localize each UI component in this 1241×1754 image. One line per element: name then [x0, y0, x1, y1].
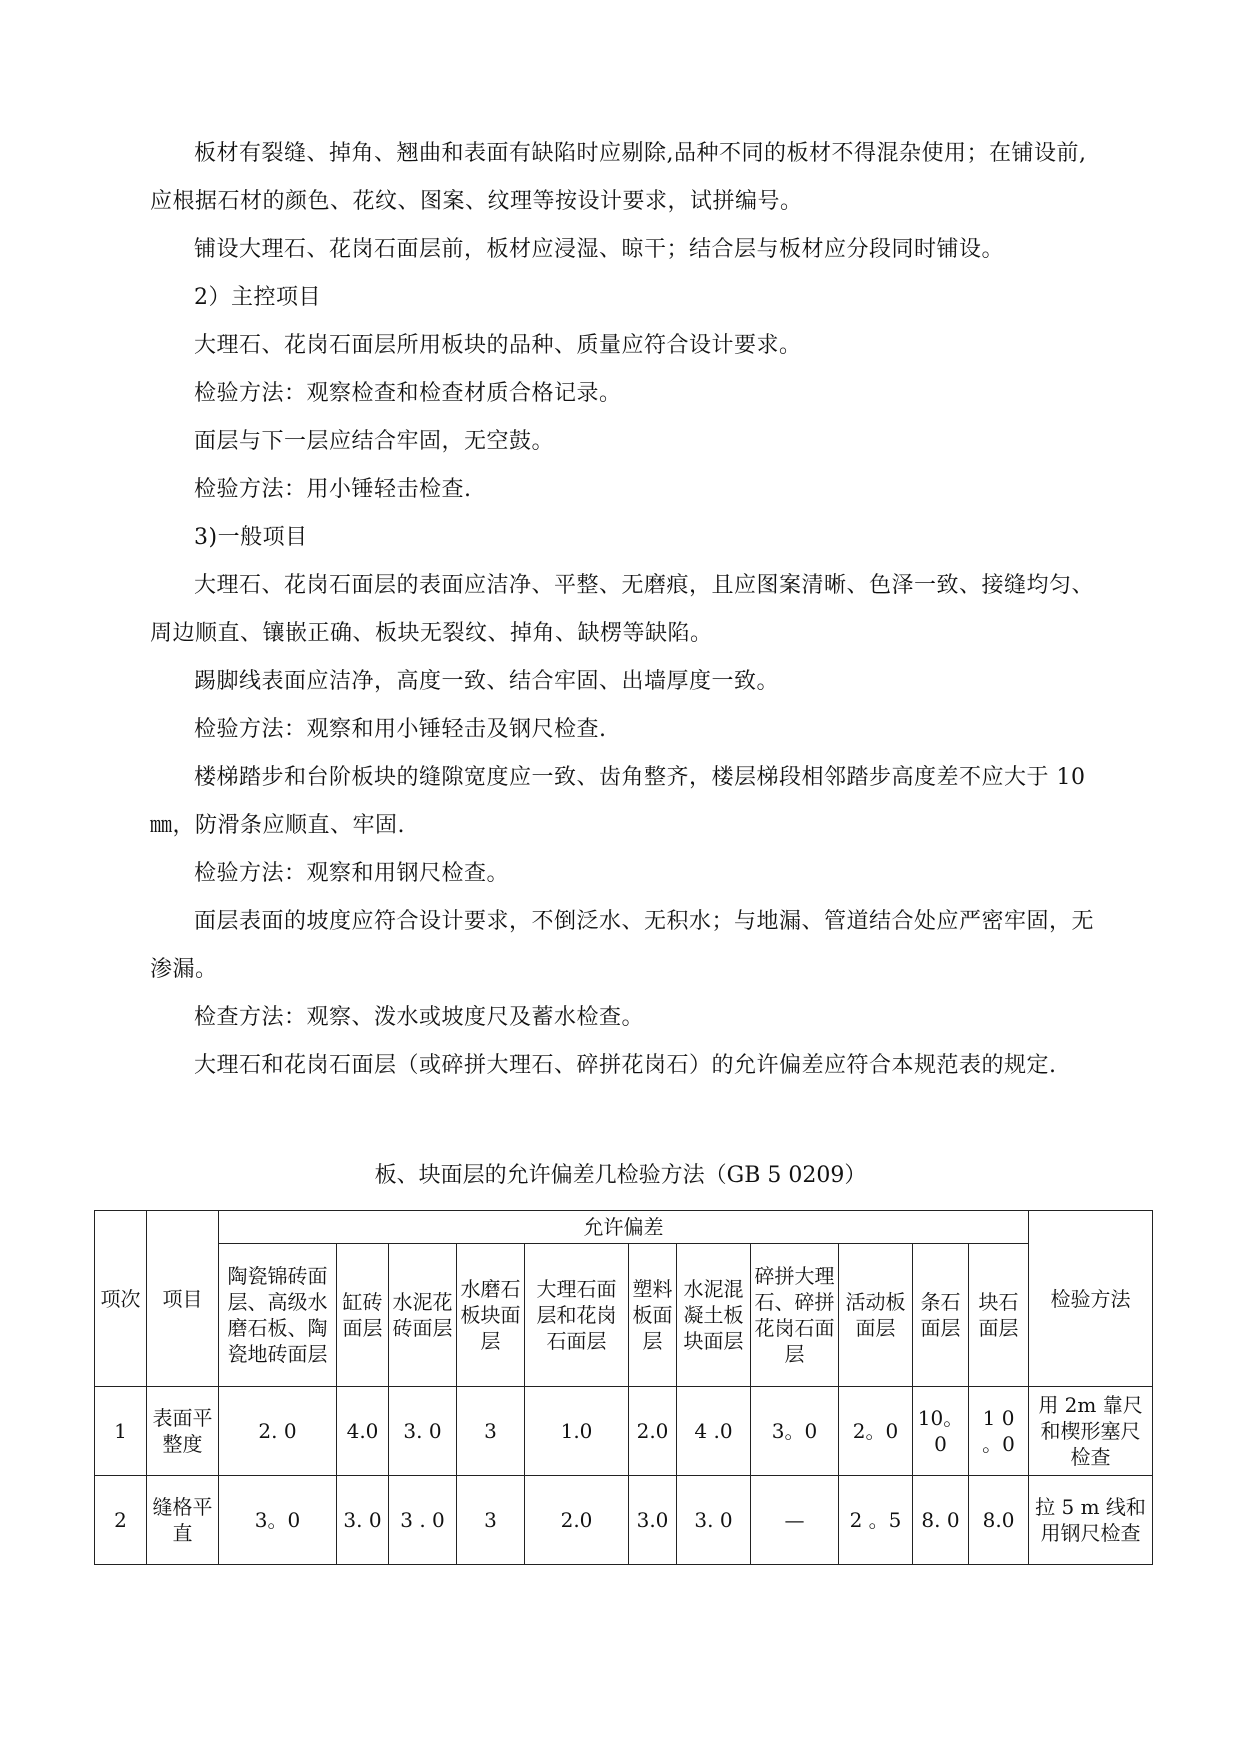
header-index: 项次	[95, 1211, 147, 1387]
column-header: 水泥花砖面层	[389, 1244, 457, 1387]
cell-value: 2.0	[525, 1476, 629, 1565]
cell-value: 8.0	[969, 1476, 1029, 1565]
column-header: 水磨石板块面层	[457, 1244, 525, 1387]
paragraph-stairs: 楼梯踏步和台阶板块的缝隙宽度应一致、齿角整齐，楼层梯段相邻踏步高度差不应大于 10㎜，防滑条应顺直、牢固.	[150, 765, 1086, 838]
cell-value: 3。0	[219, 1476, 337, 1565]
cell-value: 3	[457, 1387, 525, 1476]
column-header: 活动板面层	[839, 1244, 913, 1387]
cell-value: 8. 0	[913, 1476, 969, 1565]
cell-value: 2. 0	[219, 1387, 337, 1476]
cell-value: 3.0	[629, 1476, 677, 1565]
row-item: 表面平整度	[147, 1387, 219, 1476]
cell-value: 3。0	[751, 1387, 839, 1476]
cell-value: 3. 0	[677, 1476, 751, 1565]
paragraph-inspection-method-5: 检查方法：观察、泼水或坡度尺及蓄水检查。	[194, 1005, 645, 1030]
paragraph-board-defects: 板材有裂缝、掉角、翘曲和表面有缺陷时应剔除,品种不同的板材不得混杂使用；在铺设前,应根据石材的颜色、花纹、图案、纹理等按设计要求，试拼编号。	[150, 141, 1087, 214]
row-item: 缝格平直	[147, 1476, 219, 1565]
paragraph-inspection-method-1: 检验方法：观察检查和检查材质合格记录。	[194, 381, 622, 406]
tolerance-table	[94, 1210, 1153, 1565]
row-index: 2	[95, 1476, 147, 1565]
table-row	[95, 1476, 1153, 1565]
cell-value: 2。0	[839, 1387, 913, 1476]
cell-value: 3 . 0	[389, 1476, 457, 1565]
cell-value: 2 。5	[839, 1476, 913, 1565]
cell-value: 1 0 。0	[969, 1387, 1029, 1476]
paragraph-skirting: 踢脚线表面应洁净，高度一致、结合牢固、出墙厚度一致。	[194, 669, 780, 694]
cell-value: 3. 0	[337, 1476, 389, 1565]
paragraph-soak-boards: 铺设大理石、花岗石面层前，板材应浸湿、晾干；结合层与板材应分段同时铺设。	[194, 237, 1005, 262]
paragraph-tolerance-rule: 大理石和花岗石面层（或碎拼大理石、碎拼花岗石）的允许偏差应符合本规范表的规定.	[194, 1053, 1057, 1078]
column-header: 水泥混凝土板块面层	[677, 1244, 751, 1387]
paragraph-inspection-method-3: 检验方法：观察和用小锤轻击及钢尺检查.	[194, 717, 607, 742]
header-allowed-deviation: 允许偏差	[219, 1211, 1029, 1244]
heading-main-items: 2）主控项目	[194, 285, 321, 310]
column-header: 塑料板面层	[629, 1244, 677, 1387]
cell-value: 3. 0	[389, 1387, 457, 1476]
cell-value: 1.0	[525, 1387, 629, 1476]
header-item: 项目	[147, 1211, 219, 1387]
header-inspection-method: 检验方法	[1029, 1211, 1153, 1387]
paragraph-bonding: 面层与下一层应结合牢固，无空鼓。	[194, 429, 555, 454]
column-header: 陶瓷锦砖面层、高级水磨石板、陶瓷地砖面层	[219, 1244, 337, 1387]
paragraph-quality-requirement: 大理石、花岗石面层所用板块的品种、质量应符合设计要求。	[194, 333, 802, 358]
cell-value: 2.0	[629, 1387, 677, 1476]
column-header: 大理石面层和花岗石面层	[525, 1244, 629, 1387]
column-header: 碎拼大理石、碎拼花岗石面层	[751, 1244, 839, 1387]
paragraph-inspection-method-4: 检验方法：观察和用钢尺检查。	[194, 861, 510, 886]
table-title: 板、块面层的允许偏差几检验方法（GB 5 0209）	[374, 1163, 867, 1188]
paragraph-inspection-method-2: 检验方法：用小锤轻击检查.	[194, 477, 472, 502]
cell-value: 3	[457, 1476, 525, 1565]
row-index: 1	[95, 1387, 147, 1476]
cell-value: 10。0	[913, 1387, 969, 1476]
column-header: 缸砖面层	[337, 1244, 389, 1387]
column-header: 条石面层	[913, 1244, 969, 1387]
cell-value: 4 .0	[677, 1387, 751, 1476]
cell-value: 4.0	[337, 1387, 389, 1476]
cell-value: —	[751, 1476, 839, 1565]
row-method: 拉 5 m 线和用钢尺检查	[1029, 1476, 1153, 1565]
paragraph-surface-quality: 大理石、花岗石面层的表面应洁净、平整、无磨痕，且应图案清晰、色泽一致、接缝均匀、周边顺直、镶嵌正确、板块无裂纹、掉角、缺楞等缺陷。	[150, 573, 1095, 646]
table-row	[95, 1387, 1153, 1476]
paragraph-slope: 面层表面的坡度应符合设计要求，不倒泛水、无积水；与地漏、管道结合处应严密牢固，无渗漏。	[150, 909, 1095, 982]
heading-general-items: 3)一般项目	[194, 525, 308, 550]
column-header: 块石面层	[969, 1244, 1029, 1387]
row-method: 用 2m 靠尺和楔形塞尺检查	[1029, 1387, 1153, 1476]
